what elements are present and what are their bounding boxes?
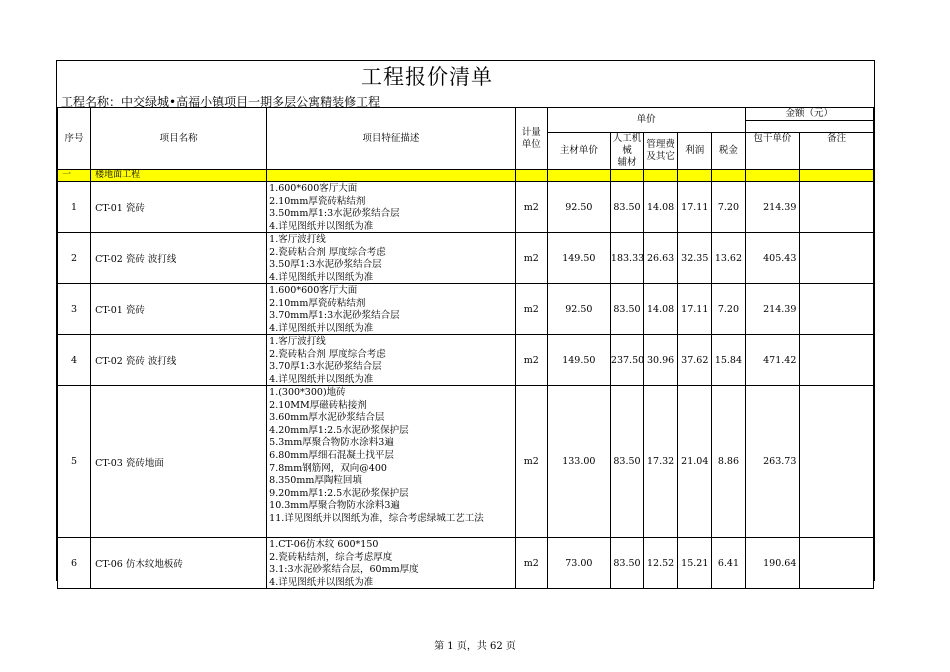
row-description bbox=[267, 182, 516, 233]
row-package-price: 263.73 bbox=[745, 386, 800, 538]
row-labor-price: 83.50 bbox=[610, 386, 643, 538]
row-labor-price: 183.33 bbox=[610, 233, 643, 284]
description-line: 4.详见图纸并以图纸为准 bbox=[269, 373, 374, 385]
row-name: CT-01 瓷砖 bbox=[91, 182, 267, 233]
header-amount-group bbox=[745, 108, 874, 133]
table-row bbox=[58, 182, 874, 233]
row-labor-price: 83.50 bbox=[610, 284, 643, 335]
row-remark bbox=[800, 386, 874, 538]
row-profit: 21.04 bbox=[678, 386, 712, 538]
row-profit: 17.11 bbox=[678, 284, 712, 335]
table-row bbox=[58, 233, 874, 284]
section-seq: 一 bbox=[58, 170, 91, 182]
row-material-price: 149.50 bbox=[547, 233, 610, 284]
row-package-price: 190.64 bbox=[745, 538, 800, 589]
description-line: 4.详见图纸并以图纸为准 bbox=[269, 576, 374, 588]
row-labor-price: 83.50 bbox=[610, 182, 643, 233]
row-package-price: 214.39 bbox=[745, 284, 800, 335]
row-material-price: 92.50 bbox=[547, 182, 610, 233]
row-mgmt-fee: 14.08 bbox=[644, 182, 678, 233]
table-row bbox=[58, 284, 874, 335]
row-package-price: 471.42 bbox=[745, 335, 800, 386]
row-seq: 2 bbox=[58, 233, 91, 284]
description-line: 1.(300*300)地砖 bbox=[269, 387, 346, 398]
description-line: 4.详见图纸并以图纸为准 bbox=[269, 322, 374, 334]
row-material-price: 92.50 bbox=[547, 284, 610, 335]
row-unit: m2 bbox=[515, 233, 547, 284]
row-mgmt-fee: 26.63 bbox=[644, 233, 678, 284]
page-footer: 第 1 页，共 62 页 bbox=[434, 641, 516, 652]
row-seq: 1 bbox=[58, 182, 91, 233]
row-tax: 6.41 bbox=[712, 538, 745, 589]
description-line: 2.瓷砖粘结剂，综合考虑厚度 bbox=[269, 551, 393, 563]
row-description bbox=[267, 284, 516, 335]
row-name: CT-02 瓷砖 波打线 bbox=[91, 233, 267, 284]
description-line: 2.10mm厚瓷砖粘结剂 bbox=[269, 297, 366, 309]
header-unit: 计量 单位 bbox=[515, 108, 547, 170]
header-mgmt: 管理费 及其它 bbox=[644, 133, 678, 170]
row-unit: m2 bbox=[515, 284, 547, 335]
header-material: 主材单价 bbox=[547, 133, 610, 170]
header-package-price: 包干单价 bbox=[745, 133, 800, 170]
header-remarks: 备注 bbox=[800, 133, 874, 170]
row-name: CT-06 仿木纹地板砖 bbox=[91, 538, 267, 589]
description-line: 1.客厅波打线 bbox=[269, 336, 326, 347]
row-material-price: 149.50 bbox=[547, 335, 610, 386]
row-material-price: 133.00 bbox=[547, 386, 610, 538]
row-unit: m2 bbox=[515, 335, 547, 386]
row-description bbox=[267, 335, 516, 386]
row-labor-price: 237.50 bbox=[610, 335, 643, 386]
row-unit: m2 bbox=[515, 538, 547, 589]
row-profit: 32.35 bbox=[678, 233, 712, 284]
description-line: 1.600*600客厅大面 bbox=[269, 183, 358, 194]
header-row-1 bbox=[58, 108, 874, 133]
row-description bbox=[267, 233, 516, 284]
description-line: 8.350mm厚陶粒回填 bbox=[269, 475, 362, 487]
header-item-name: 项目名称 bbox=[91, 108, 267, 170]
row-profit: 17.11 bbox=[678, 182, 712, 233]
row-tax: 8.86 bbox=[712, 386, 745, 538]
row-name: CT-01 瓷砖 bbox=[91, 284, 267, 335]
page-title: 工程报价清单 bbox=[361, 65, 493, 89]
table-row bbox=[58, 538, 874, 589]
description-line: 3.1:3水泥砂浆结合层，60mm厚度 bbox=[269, 564, 419, 576]
row-material-price: 73.00 bbox=[547, 538, 610, 589]
row-seq: 3 bbox=[58, 284, 91, 335]
row-package-price: 405.43 bbox=[745, 233, 800, 284]
description-line: 1.600*600客厅大面 bbox=[269, 285, 358, 296]
header-labor: 人工机械 辅材 bbox=[610, 133, 643, 170]
row-mgmt-fee: 14.08 bbox=[644, 284, 678, 335]
description-line: 4.20mm厚1:2.5水泥砂浆保护层 bbox=[269, 424, 409, 436]
description-line: 1.CT-06仿木纹 600*150 bbox=[269, 539, 379, 550]
description-line: 10.3mm厚聚合物防水涂料3遍 bbox=[269, 500, 400, 512]
row-labor-price: 83.50 bbox=[610, 538, 643, 589]
row-description bbox=[267, 386, 516, 538]
row-remark bbox=[800, 182, 874, 233]
header-unit-price: 单价 bbox=[547, 108, 745, 133]
description-line: 2.瓷砖粘合剂 厚度综合考虑 bbox=[269, 348, 386, 360]
row-mgmt-fee: 30.96 bbox=[644, 335, 678, 386]
quotation-table bbox=[57, 107, 874, 589]
description-line: 3.70厚1:3水泥砂浆结合层 bbox=[269, 361, 382, 373]
table-row bbox=[58, 386, 874, 538]
description-line: 9.20mm厚1:2.5水泥砂浆保护层 bbox=[269, 487, 409, 499]
row-remark bbox=[800, 335, 874, 386]
row-mgmt-fee: 12.52 bbox=[644, 538, 678, 589]
row-name: CT-02 瓷砖 波打线 bbox=[91, 335, 267, 386]
description-line: 4.详见图纸并以图纸为准 bbox=[269, 220, 374, 232]
project-name: 工程名称：中交绿城•高福小镇项目一期多层公寓精装修工程 bbox=[61, 95, 381, 109]
description-line: 11.详见图纸并以图纸为准，综合考虑绿城工艺工法 bbox=[269, 512, 484, 524]
row-tax: 15.84 bbox=[712, 335, 745, 386]
description-line: 4.详见图纸并以图纸为准 bbox=[269, 271, 374, 283]
header-features: 项目特征描述 bbox=[267, 108, 516, 170]
description-line: 3.50厚1:3水泥砂浆结合层 bbox=[269, 259, 382, 271]
row-remark bbox=[800, 233, 874, 284]
description-line: 2.瓷砖粘合剂 厚度综合考虑 bbox=[269, 246, 386, 258]
row-tax: 7.20 bbox=[712, 182, 745, 233]
row-remark bbox=[800, 284, 874, 335]
description-line: 7.8mm钢筋网，双向@400 bbox=[269, 462, 387, 474]
title-row bbox=[57, 61, 874, 93]
row-profit: 15.21 bbox=[678, 538, 712, 589]
row-package-price: 214.39 bbox=[745, 182, 800, 233]
table-row bbox=[58, 335, 874, 386]
row-seq: 5 bbox=[58, 386, 91, 538]
quotation-sheet bbox=[56, 60, 875, 588]
row-unit: m2 bbox=[515, 386, 547, 538]
section-row bbox=[58, 170, 874, 182]
header-tax: 税金 bbox=[712, 133, 745, 170]
section-name: 楼地面工程 bbox=[91, 170, 267, 182]
description-line: 2.10mm厚瓷砖粘结剂 bbox=[269, 195, 366, 207]
row-description bbox=[267, 538, 516, 589]
description-line: 6.80mm厚细石混凝土找平层 bbox=[269, 449, 394, 461]
description-line: 3.50mm厚1:3水泥砂浆结合层 bbox=[269, 208, 400, 220]
description-line: 3.60mm厚水泥砂浆结合层 bbox=[269, 412, 385, 424]
header-seq: 序号 bbox=[58, 108, 91, 170]
row-name: CT-03 瓷砖地面 bbox=[91, 386, 267, 538]
description-line: 2.10MM厚磁砖粘接剂 bbox=[269, 399, 367, 411]
description-line: 1.客厅波打线 bbox=[269, 234, 326, 245]
row-remark bbox=[800, 538, 874, 589]
row-seq: 6 bbox=[58, 538, 91, 589]
row-unit: m2 bbox=[515, 182, 547, 233]
header-profit: 利润 bbox=[678, 133, 712, 170]
row-profit: 37.62 bbox=[678, 335, 712, 386]
row-tax: 7.20 bbox=[712, 284, 745, 335]
row-tax: 13.62 bbox=[712, 233, 745, 284]
description-line: 5.3mm厚聚合物防水涂料3遍 bbox=[269, 437, 394, 449]
header-amount: 金额（元） bbox=[746, 108, 874, 121]
description-line: 3.70mm厚1:3水泥砂浆结合层 bbox=[269, 310, 400, 322]
row-mgmt-fee: 17.32 bbox=[644, 386, 678, 538]
row-seq: 4 bbox=[58, 335, 91, 386]
